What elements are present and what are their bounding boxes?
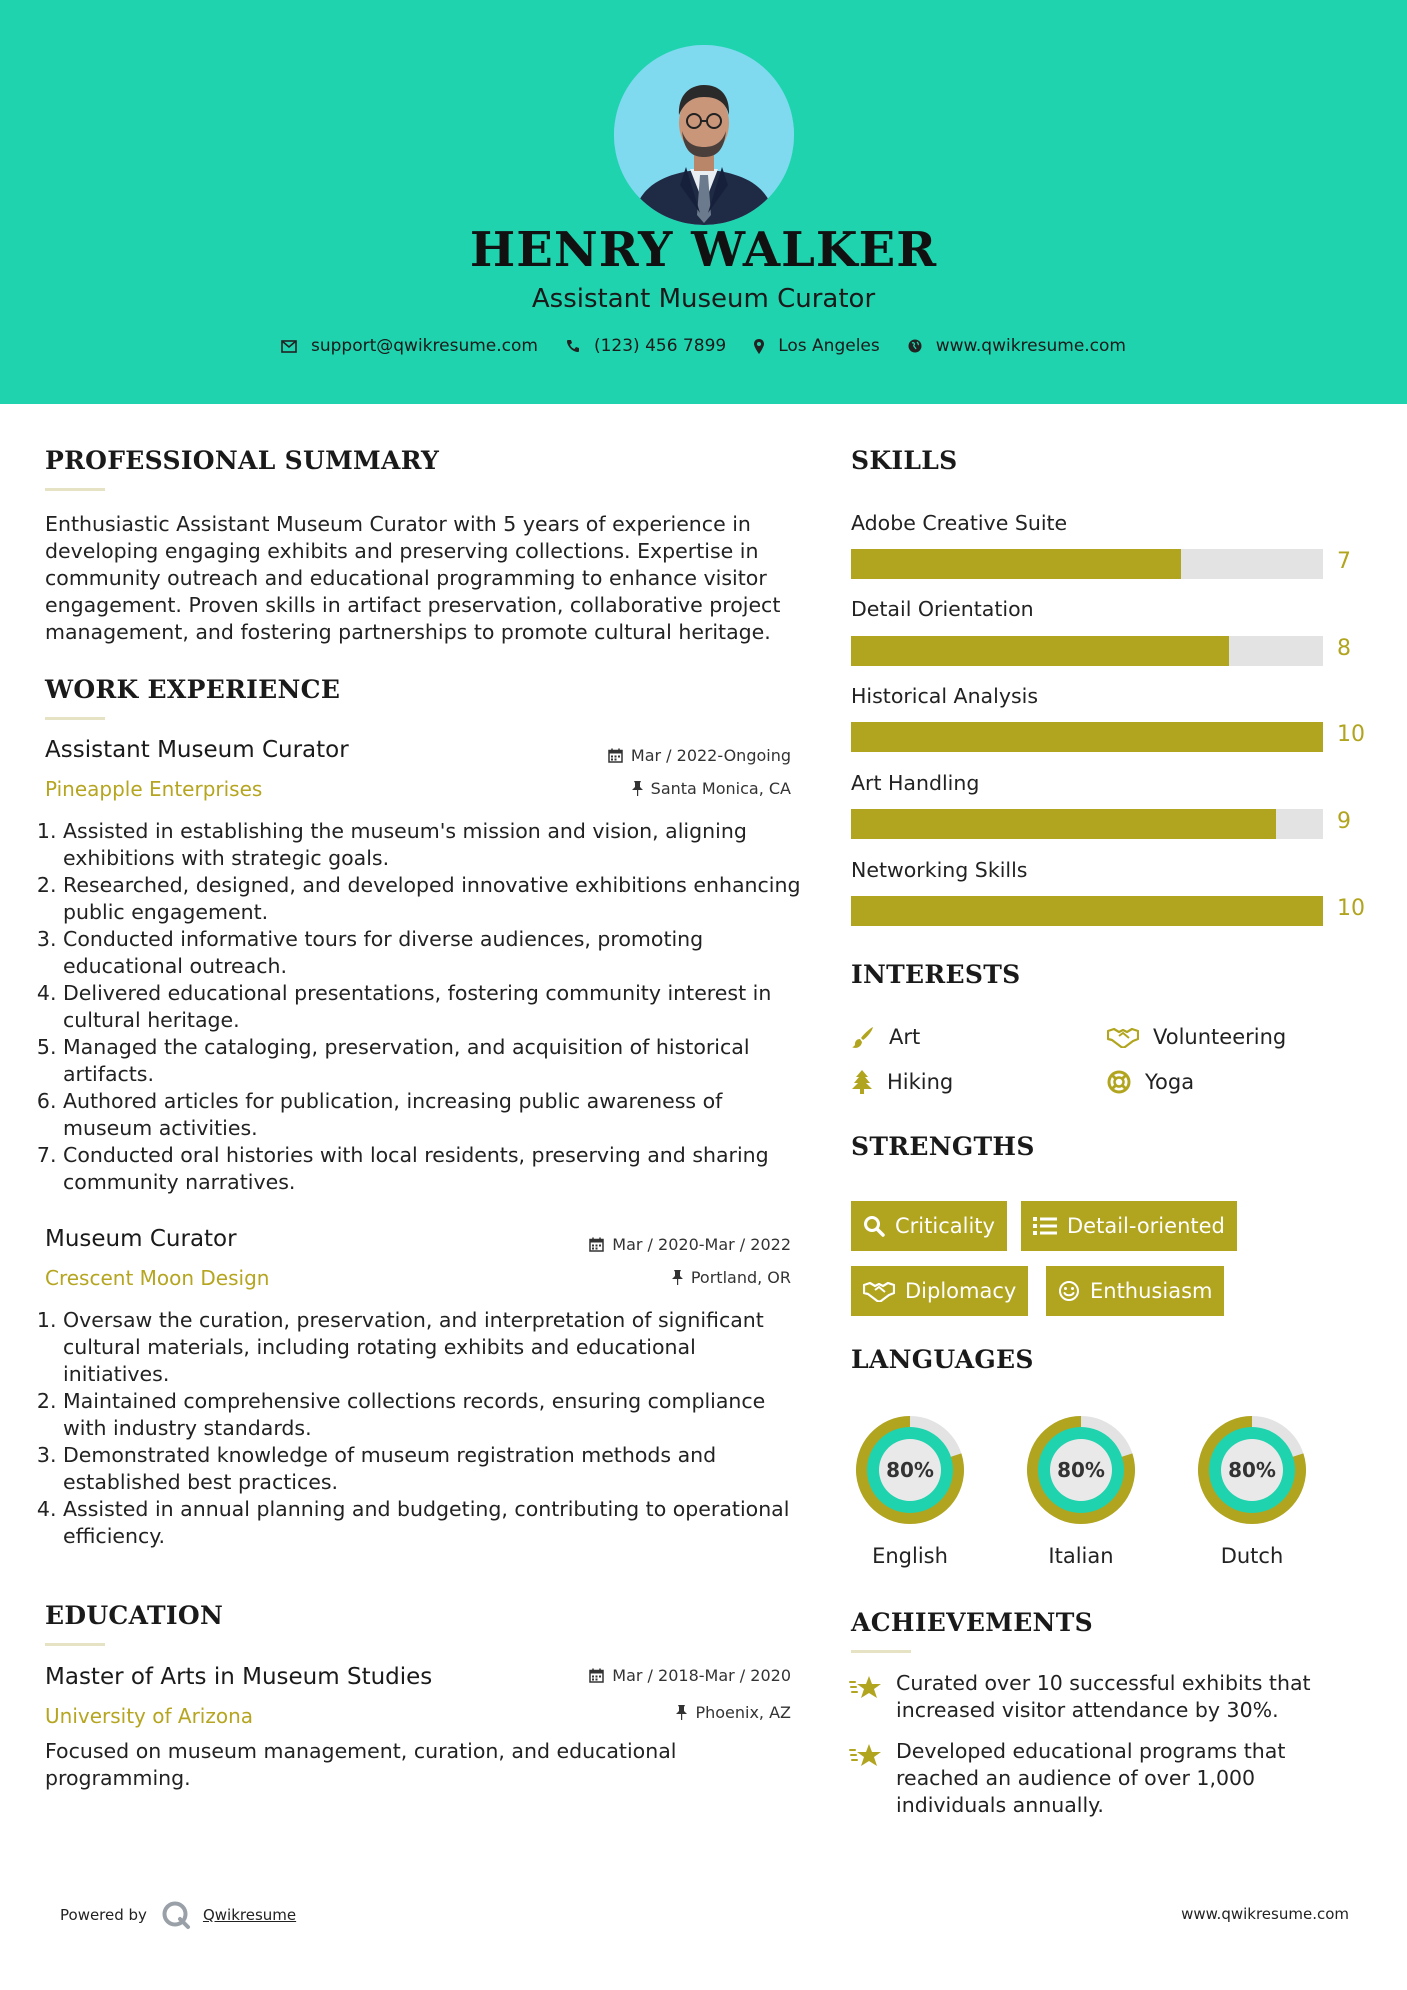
language-gauge — [1019, 1408, 1143, 1532]
list-item: 3. Demonstrated knowledge of museum registration methods and established best practices. — [63, 1442, 802, 1496]
gauge-label: 80% — [1057, 1458, 1105, 1482]
language-name: Italian — [1048, 1544, 1114, 1568]
gauge-label: 80% — [886, 1458, 934, 1482]
job-dates — [589, 1235, 791, 1254]
education-location-text: Phoenix, AZ — [695, 1703, 791, 1722]
powered-by-text: Powered by — [60, 1906, 147, 1924]
company-name: Pineapple Enterprises — [45, 777, 263, 801]
interest-yoga — [1107, 1070, 1194, 1094]
strength-tag — [1046, 1266, 1224, 1316]
interest-art — [851, 1025, 920, 1049]
list-item: 2. Maintained comprehensive collections records, ensuring compliance with industry standards. — [63, 1388, 802, 1442]
job-duties-list — [38, 818, 802, 1196]
job-location — [672, 1268, 791, 1287]
phone-icon — [566, 339, 580, 353]
skill-bar — [851, 636, 1323, 666]
interest-label: Art — [889, 1025, 921, 1049]
pushpin-icon — [632, 781, 643, 796]
interest-label: Volunteering — [1153, 1025, 1287, 1049]
contact-phone-text: (123) 456 7899 — [593, 336, 727, 356]
skill-bar-fill — [851, 636, 1229, 666]
pushpin-icon — [676, 1705, 687, 1720]
footer-website[interactable]: www.qwikresume.com — [1181, 1905, 1349, 1923]
skill-value: 7 — [1337, 549, 1351, 574]
handshake-icon — [863, 1280, 895, 1302]
job-location — [632, 779, 791, 798]
skill-name: Detail Orientation — [851, 597, 1034, 621]
paintbrush-icon — [851, 1025, 875, 1049]
job-dates — [608, 746, 791, 765]
experience-rule — [45, 717, 105, 720]
contact-location-text: Los Angeles — [778, 336, 880, 356]
education-description: Focused on museum management, curation, and educational programming. — [45, 1739, 677, 1790]
skill-value: 9 — [1337, 809, 1351, 834]
skill-bar — [851, 809, 1323, 839]
achievements-rule — [851, 1650, 911, 1653]
achievement-item: Developed educational programs that reached an audience of over 1,000 individuals annually. — [896, 1739, 1286, 1817]
achievement-item: Curated over 10 successful exhibits that increased visitor attendance by 30%. — [896, 1671, 1311, 1722]
skill-name: Networking Skills — [851, 858, 1028, 882]
job-location-text: Santa Monica, CA — [650, 779, 791, 798]
degree-title: Master of Arts in Museum Studies — [45, 1664, 433, 1690]
qwikresume-logo-icon — [161, 1900, 191, 1930]
gauge-label: 80% — [1228, 1458, 1276, 1482]
language-donut — [1190, 1408, 1314, 1536]
interest-hiking — [851, 1070, 953, 1094]
candidate-name: HENRY WALKER — [469, 222, 938, 278]
envelope-icon — [281, 340, 297, 353]
avatar — [614, 45, 794, 225]
list-item: 3. Conducted informative tours for diverse audiences, promoting educational outreach. — [63, 926, 802, 980]
strength-tag — [1021, 1201, 1237, 1251]
qwikresume-link[interactable]: Qwikresume — [202, 1906, 297, 1924]
language-gauge — [848, 1408, 972, 1532]
tree-icon — [851, 1070, 873, 1094]
list-item: 6. Authored articles for publication, increasing public awareness of museum activities. — [63, 1088, 802, 1142]
education-location — [676, 1703, 791, 1722]
education-dates-text: Mar / 2018-Mar / 2020 — [612, 1666, 791, 1685]
skill-value: 10 — [1337, 896, 1365, 921]
person-photo — [614, 45, 794, 225]
job-location-text: Portland, OR — [690, 1268, 791, 1287]
strength-label: Enthusiasm — [1090, 1279, 1213, 1303]
list-item: 7. Conducted oral histories with local residents, preserving and sharing community narratives. — [63, 1142, 802, 1196]
language-donut — [1019, 1408, 1143, 1536]
skill-value: 10 — [1337, 722, 1365, 747]
job-title: Assistant Museum Curator — [45, 737, 349, 763]
skill-bar-fill — [851, 809, 1276, 839]
job-title: Museum Curator — [45, 1226, 237, 1252]
language-gauge — [1190, 1408, 1314, 1532]
strength-tag — [851, 1266, 1028, 1316]
skill-value: 8 — [1337, 636, 1351, 661]
education-rule — [45, 1643, 105, 1646]
interests-heading: INTERESTS — [851, 960, 1021, 989]
footer-powered-by — [60, 1900, 296, 1930]
list-item: 5. Managed the cataloging, preservation, and acquisition of historical artifacts. — [63, 1034, 802, 1088]
skill-bar — [851, 722, 1323, 752]
contact-location — [754, 336, 880, 356]
contact-website[interactable] — [908, 336, 1126, 356]
handshake-icon — [1107, 1026, 1139, 1048]
strength-label: Criticality — [895, 1214, 995, 1238]
job-duties-list — [38, 1307, 802, 1550]
language-name: English — [872, 1544, 948, 1568]
skill-name: Historical Analysis — [851, 684, 1039, 708]
contact-bar — [0, 336, 1407, 356]
star-trophy-icon — [849, 1674, 883, 1702]
calendar-icon — [608, 748, 623, 763]
summary-rule — [45, 488, 105, 491]
calendar-icon — [589, 1668, 604, 1683]
contact-email[interactable] — [281, 336, 538, 356]
list-icon — [1033, 1216, 1057, 1236]
globe-icon — [908, 339, 922, 353]
company-name: Crescent Moon Design — [45, 1266, 270, 1290]
contact-email-text: support@qwikresume.com — [311, 336, 538, 356]
skill-bar-fill — [851, 896, 1323, 926]
pushpin-icon — [672, 1270, 683, 1285]
lifering-icon — [1107, 1070, 1131, 1094]
summary-text: Enthusiastic Assistant Museum Curator with 5 years of experience in developing engaging exhibits and preserving collections. Expertise in community outreach and educational programming to enhance visitor engagement. Proven skills in artifact preservation, collaborative project management, and fostering partnerships to promote cultural heritage. — [45, 512, 781, 644]
list-item: 2. Researched, designed, and developed innovative exhibitions enhancing public engagement. — [63, 872, 802, 926]
map-marker-icon — [754, 339, 764, 354]
calendar-icon — [589, 1237, 604, 1252]
job-dates-text: Mar / 2020-Mar / 2022 — [612, 1235, 791, 1254]
education-heading: EDUCATION — [45, 1601, 224, 1630]
summary-heading: PROFESSIONAL SUMMARY — [45, 446, 440, 475]
language-name: Dutch — [1220, 1544, 1284, 1568]
skill-bar-fill — [851, 549, 1181, 579]
candidate-title: Assistant Museum Curator — [531, 284, 876, 314]
interest-label: Hiking — [887, 1070, 954, 1094]
education-dates — [589, 1666, 791, 1685]
skill-name: Art Handling — [851, 771, 980, 795]
search-icon — [863, 1215, 885, 1237]
languages-heading: LANGUAGES — [851, 1345, 1034, 1374]
contact-website-text: www.qwikresume.com — [935, 336, 1126, 356]
interest-volunteering — [1107, 1025, 1286, 1049]
smile-icon — [1058, 1280, 1080, 1302]
interest-label: Yoga — [1145, 1070, 1195, 1094]
list-item: 1. Assisted in establishing the museum's mission and vision, aligning exhibitions with strategic goals. — [63, 818, 802, 872]
skill-bar — [851, 896, 1323, 926]
contact-phone[interactable] — [566, 336, 726, 356]
skill-name: Adobe Creative Suite — [851, 511, 1068, 535]
resume-header — [0, 0, 1407, 404]
skill-bar-fill — [851, 722, 1323, 752]
star-trophy-icon — [849, 1742, 883, 1770]
language-donut — [848, 1408, 972, 1536]
job-dates-text: Mar / 2022-Ongoing — [630, 746, 791, 765]
strength-label: Detail-oriented — [1067, 1214, 1225, 1238]
experience-heading: WORK EXPERIENCE — [45, 675, 341, 704]
strength-label: Diplomacy — [905, 1279, 1017, 1303]
school-name: University of Arizona — [45, 1704, 254, 1728]
strengths-heading: STRENGTHS — [851, 1132, 1035, 1161]
list-item: 1. Oversaw the curation, preservation, and interpretation of significant cultural materials, including rotating exhibits and educational initiatives. — [63, 1307, 802, 1388]
skills-heading: SKILLS — [851, 446, 958, 475]
list-item: 4. Assisted in annual planning and budgeting, contributing to operational efficiency. — [63, 1496, 802, 1550]
list-item: 4. Delivered educational presentations, fostering community interest in cultural heritage. — [63, 980, 802, 1034]
strength-tag — [851, 1201, 1007, 1251]
skill-bar — [851, 549, 1323, 579]
achievements-heading: ACHIEVEMENTS — [851, 1608, 1093, 1637]
